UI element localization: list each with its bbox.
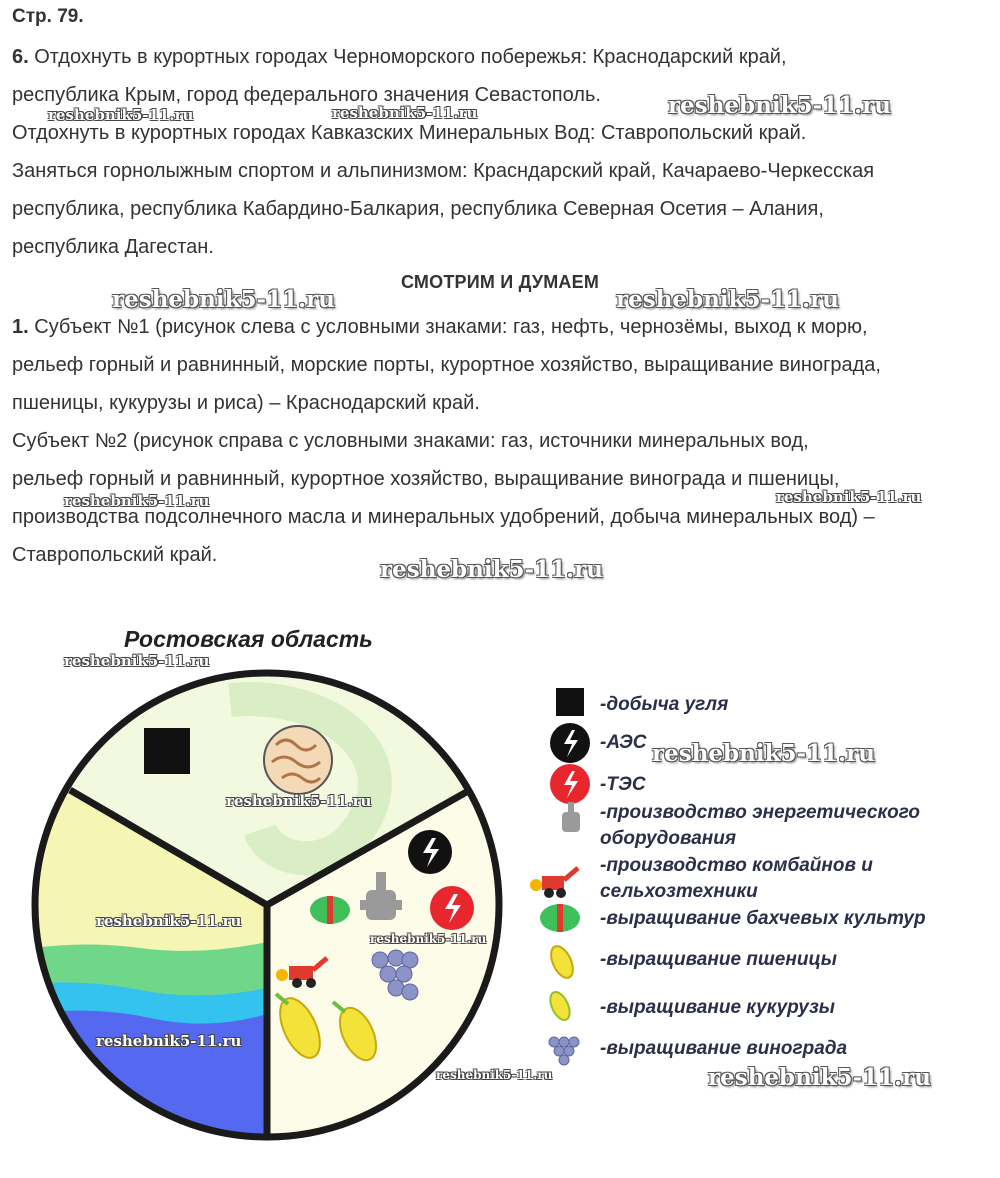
- watermark: reshebnik5-11.ru: [668, 92, 891, 119]
- legend-wheat-label: -выращивание пшеницы: [600, 949, 837, 970]
- legend-thermal-label: -ТЭС: [600, 774, 646, 795]
- watermark: reshebnik5-11.ru: [616, 286, 839, 313]
- nuclear-plant-icon: [408, 830, 452, 874]
- legend-icons: [520, 680, 590, 1080]
- watermark: reshebnik5-11.ru: [48, 106, 194, 124]
- legend-melon-icon: [540, 904, 580, 932]
- legend-equipment-label: -производство энергетического: [600, 802, 920, 823]
- legend-nuclear-icon: [550, 723, 590, 763]
- watermark: reshebnik5-11.ru: [370, 932, 487, 946]
- task1-line7: Ставропольский край.: [12, 544, 218, 566]
- task6-line6: республика Дагестан.: [12, 236, 214, 258]
- legend-grapes-label: -выращивание винограда: [600, 1038, 848, 1059]
- left-dark-band: [20, 1011, 267, 1150]
- legend-equipment-icon: [562, 802, 580, 832]
- task1-line3: пшеницы, кукурузы и риса) – Краснодарский край.: [12, 392, 480, 414]
- watermark: reshebnik5-11.ru: [64, 492, 210, 510]
- legend-harvester-label-2: сельхозтехники: [600, 881, 758, 902]
- watermark: reshebnik5-11.ru: [776, 488, 922, 506]
- task1-line1-text: Субъект №1 (рисунок слева с условными знаками: газ, нефть, чернозёмы, выход к морю,: [28, 316, 868, 338]
- task1-line4: Субъект №2 (рисунок справа с условными знаками: газ, источники минеральных вод,: [12, 430, 809, 452]
- task6-line1: [12, 38, 990, 76]
- task6-line2: республика Крым, город федерального значения Севастополь.: [12, 84, 601, 106]
- map-title: Ростовская область: [124, 626, 373, 652]
- legend-corn-icon: [546, 989, 573, 1023]
- task1-line6: производства подсолнечного масла и минеральных удобрений, добыча минеральных вод) –: [12, 506, 875, 528]
- task6-line3: Отдохнуть в курортных городах Кавказских Минеральных Вод: Ставропольский край.: [12, 122, 807, 144]
- legend-coal-label: -добыча угля: [600, 694, 729, 715]
- task1-line1: [12, 308, 990, 346]
- section-heading: СМОТРИМ И ДУМАЕМ: [400, 272, 600, 292]
- legend-melon-label: -выращивание бахчевых культур: [600, 908, 926, 929]
- watermark: reshebnik5-11.ru: [332, 104, 478, 122]
- task6-line5: республика, республика Кабардино-Балкария, республика Северная Осетия – Алания,: [12, 198, 824, 220]
- black-earth-soil-icon: [264, 726, 332, 794]
- region-map-diagram: [0, 640, 520, 1150]
- watermark: reshebnik5-11.ru: [96, 1032, 242, 1050]
- legend-coal-icon: [556, 688, 584, 716]
- watermark: reshebnik5-11.ru: [652, 740, 875, 767]
- task6-number: 6.: [12, 46, 29, 68]
- legend-corn-label: -выращивание кукурузы: [600, 997, 835, 1018]
- task6-line1-text: Отдохнуть в курортных городах Черноморского побережья: Краснодарский край,: [28, 46, 787, 68]
- watermark: reshebnik5-11.ru: [436, 1068, 553, 1082]
- legend-grapes-icon: [549, 1037, 579, 1065]
- task6-line4: Заняться горнолыжным спортом и альпинизмом: Красндарский край, Качараево-Черкесская: [12, 160, 875, 182]
- legend-thermal-icon: [550, 764, 590, 804]
- legend-equipment-label-2: оборудования: [600, 828, 737, 849]
- thermal-plant-icon: [430, 886, 474, 930]
- watermark: reshebnik5-11.ru: [64, 652, 210, 670]
- task1-line5: рельеф горный и равнинный, курортное хозяйство, выращивание винограда и пшеницы,: [12, 468, 840, 490]
- task1-line2: рельеф горный и равнинный, морские порты, курортное хозяйство, выращивание винограда,: [12, 354, 881, 376]
- watermark: reshebnik5-11.ru: [112, 286, 335, 313]
- watermark: reshebnik5-11.ru: [708, 1064, 931, 1091]
- legend-harvester-icon: [530, 868, 578, 898]
- legend-harvester-label: -производство комбайнов и: [600, 855, 873, 876]
- watermark: reshebnik5-11.ru: [96, 912, 242, 930]
- melon-icon: [310, 896, 350, 924]
- legend-wheat-icon: [547, 943, 578, 981]
- watermark: reshebnik5-11.ru: [226, 792, 372, 810]
- page-number: Стр. 79.: [12, 6, 84, 27]
- legend-nuclear-label: -АЭС: [600, 732, 647, 753]
- task1-number: 1.: [12, 316, 29, 338]
- watermark: reshebnik5-11.ru: [380, 556, 603, 583]
- coal-mining-icon: [144, 728, 190, 774]
